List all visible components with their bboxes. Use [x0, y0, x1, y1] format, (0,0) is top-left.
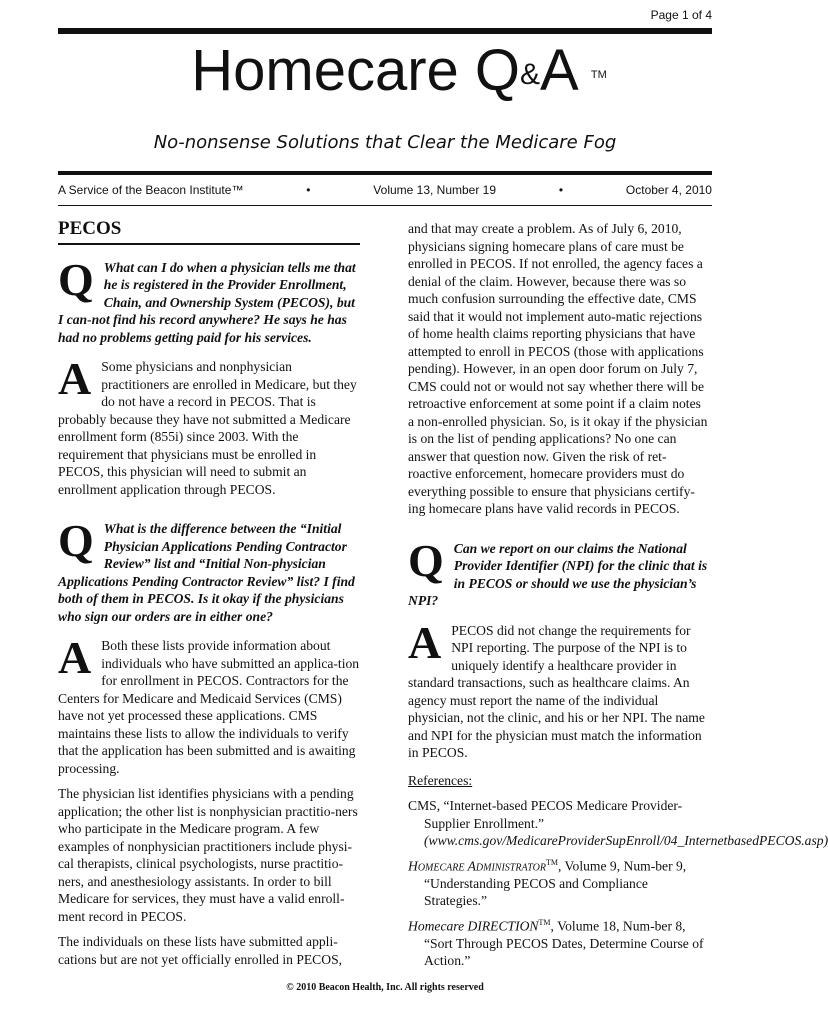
service-credit: A Service of the Beacon Institute™	[58, 183, 244, 197]
answer-1	[58, 353, 360, 498]
page-number: Page 1 of 4	[650, 8, 712, 22]
tagline: No-nonsense Solutions that Clear the Medicare Fog	[153, 132, 617, 153]
a-dropcap: A	[408, 616, 442, 668]
info-rule	[58, 205, 712, 206]
reference-publication: Homecare DIRECTION	[408, 918, 539, 934]
reference-trademark: TM	[538, 917, 551, 927]
a-dropcap: A	[58, 632, 92, 683]
right-column	[408, 220, 828, 974]
q-dropcap: Q	[58, 515, 94, 566]
a-dropcap: A	[58, 353, 92, 404]
question-text: Can we report on our claims the National Provider Identifier (NPI) for the clinic that is in PECOS or should we use the physician’s NPI?	[408, 540, 708, 608]
question-text: What is the difference between the “Initial Physician Applications Pending Contractor Review” list and “Initial Non-physician Applications Pending Contractor Review” list? I find both of them in PECOS. Is it okay if the physicians who sign our orders are in either one?	[58, 521, 355, 624]
answer-3	[408, 616, 710, 762]
left-column	[58, 220, 360, 976]
separator-bullet: •	[306, 183, 311, 197]
masthead-rule	[58, 171, 712, 175]
section-title: PECOS	[58, 220, 360, 245]
reference-text: , Volume 9, Num-ber 9, “Understanding PECOS and Compliance Strategies.”	[424, 858, 687, 909]
issue-volume: Volume 13, Number 19	[373, 183, 497, 197]
q-dropcap: Q	[58, 253, 94, 305]
masthead	[0, 40, 770, 106]
question-3	[408, 534, 710, 610]
title-trademark: TM	[590, 69, 607, 81]
qa-block-2	[58, 515, 360, 968]
top-rule	[58, 28, 712, 34]
reference-1	[408, 797, 828, 850]
question-text: What can I do when a physician tells me that he is registered in the Provider Enrollment, Chain, and Ownership System (PECOS), but I can-not find his record anywhere? He says he has had no problems getting paid for his services.	[58, 259, 356, 345]
answer-text: Some physicians and nonphysician practitioners are enrolled in Medicare, but they do not have a record in PECOS. That is probably because they have not submitted a Medicare enrollment form (855i) since 2003. With the requirement that physicians must be enrolled in PECOS, this physician will need to submit an enrollment application through PECOS.	[58, 359, 357, 497]
title-ampersand: &	[520, 58, 541, 91]
answer-2	[58, 632, 360, 777]
references-heading: References:	[408, 772, 473, 788]
answer-2-paragraph-3: The individuals on these lists have submitted appli-cations but are not yet officially enrolled in PECOS,	[58, 934, 343, 967]
separator-bullet: •	[558, 183, 564, 197]
reference-2	[408, 854, 710, 910]
copyright-footer: © 2010 Beacon Health, Inc. All rights reserved	[286, 982, 484, 993]
issue-info-bar	[58, 183, 712, 197]
q-dropcap: Q	[408, 534, 444, 586]
answer-text: Both these lists provide information about individuals who have submitted an applica-tion for enrollment in PECOS. Contractors for the Centers for Medicare and Medicaid Services (CMS) have not yet processed these applications. CMS maintains these lists to allow the individuals to verify that the application has been submitted and is awaiting processing.	[58, 638, 360, 776]
answer-text: PECOS did not change the requirements for NPI reporting. The purpose of the NPI is to uniquely identify a healthcare provider in standard transactions, such as healthcare claims. An agency must report the name of the individual physician, not the clinic, and his or her NPI. The name and NPI for the physician must match the information in PECOS.	[408, 622, 705, 760]
title-part-b: A	[540, 38, 579, 103]
title-part-a: Homecare Q	[191, 38, 521, 103]
question-2	[58, 515, 360, 625]
newsletter-title	[191, 38, 607, 106]
issue-date: October 4, 2010	[625, 183, 712, 197]
answer-2-continued: and that may create a problem. As of July 6, 2010, physicians signing homecare plans of care must be enrolled in PECOS. If not enrolled, the agency faces a denial of the claim. However, because there was so much confusion surrounding the effective date, CMS said that it would not implement auto-matic rejections of home health claims reporting physicians that have attempted to enroll in PECOS (those with applications pending). However, in an open door forum on July 7, CMS could not or would not say whether there will be retroactive enforcement at some point if a claim notes a non-enrolled physician. So, is it okay if the physician is on the list of pending applications? No one can answer that question now. Given the risk of ret-roactive enforcement, homecare providers must do everything possible to ensure that physicians certify-ing homecare plans have valid records in PECOS.	[408, 221, 708, 516]
reference-url: (www.cms.gov/MedicareProviderSupEnroll/04_InternetbasedPECOS.asp)	[424, 833, 828, 848]
reference-trademark: TM	[545, 857, 558, 867]
question-1	[58, 253, 360, 347]
qa-block-3	[408, 534, 710, 762]
qa-block-1	[58, 253, 360, 499]
reference-text: , Volume 18, Num-ber 8, “Sort Through PECOS Dates, Determine Course of Action.”	[424, 918, 704, 969]
answer-2-paragraph-2: The physician list identifies physicians with a pending application; the other list is nonphysician practitio-ners who participate in the Medicare program. A few examples of nonphysician practitioners include physi-cal therapists, clinical psychologists, nurse practitio-ners, and anesthesiology assistants. In order to bill Medicare for services, they must have a valid enroll-ment record in PECOS.	[58, 786, 358, 924]
reference-publication: Homecare Administrator	[408, 858, 546, 874]
reference-3	[408, 914, 710, 970]
reference-text: CMS, “Internet-based PECOS Medicare Provider-Supplier Enrollment.”	[408, 798, 683, 831]
